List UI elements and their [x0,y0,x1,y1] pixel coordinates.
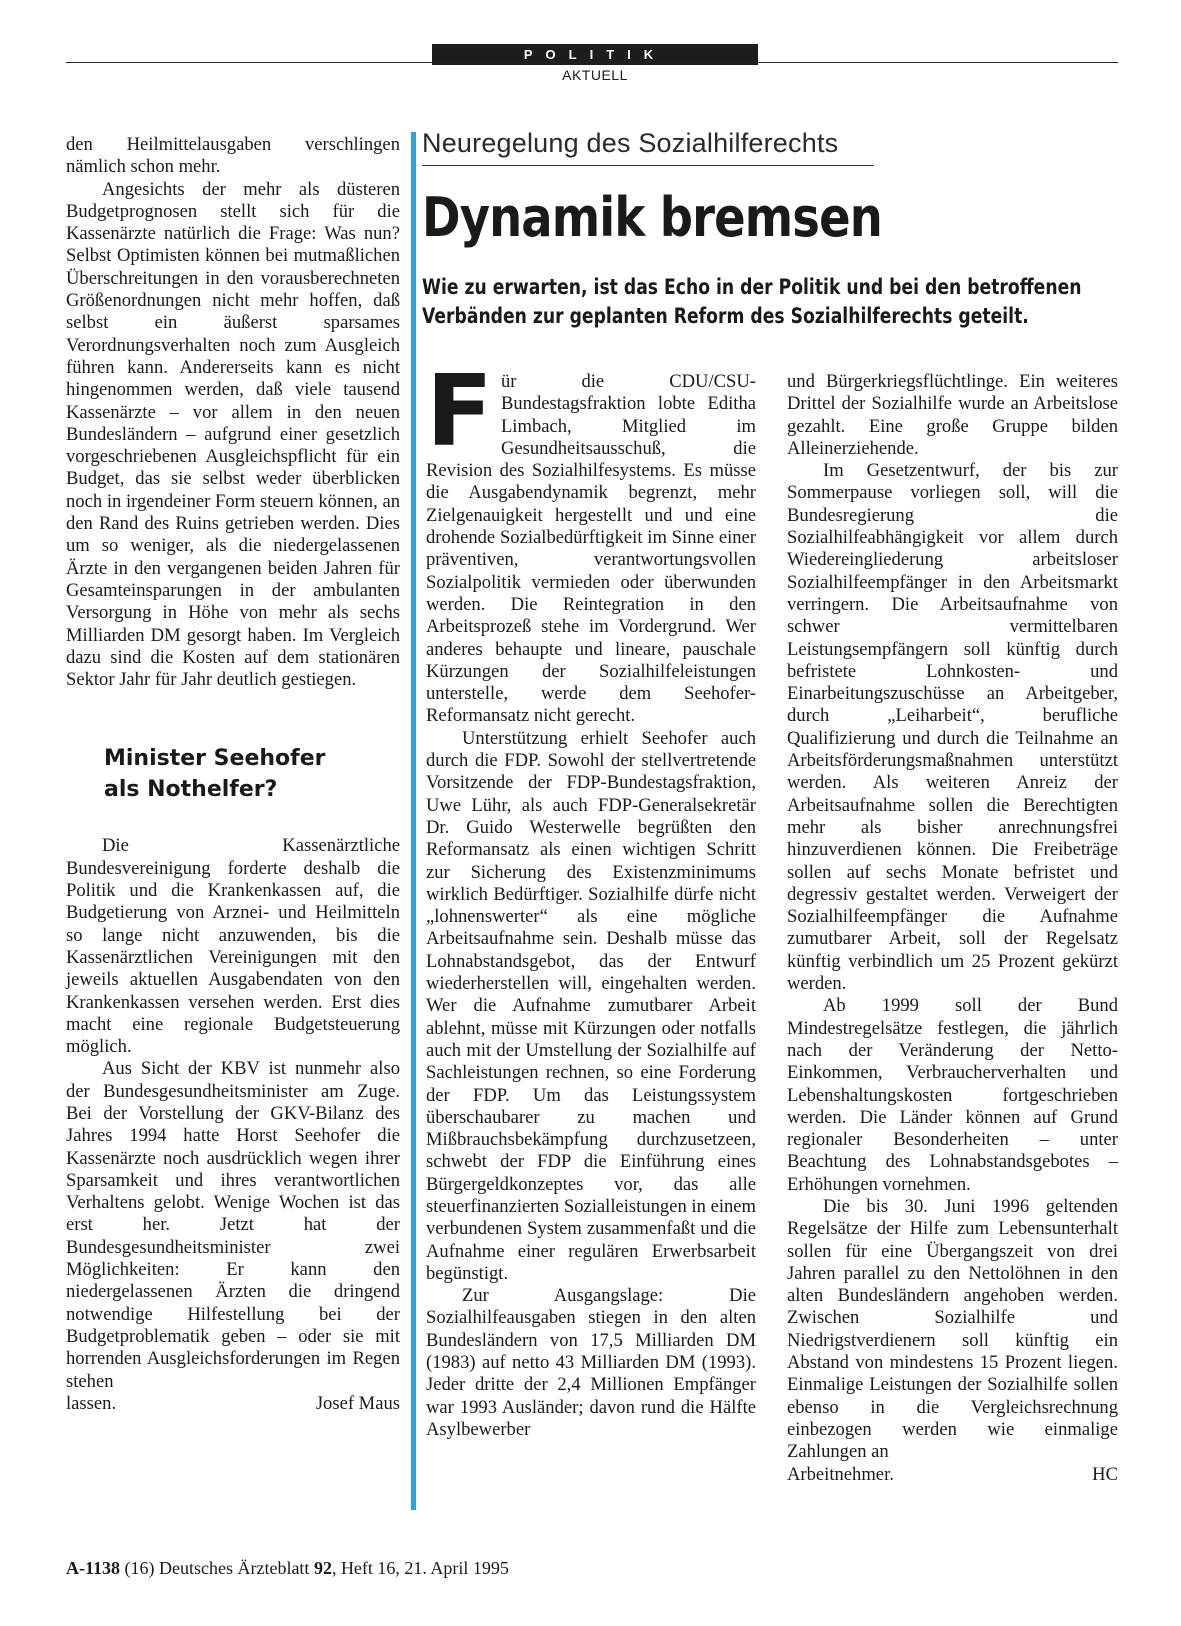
footer-volume: 92 [313,1558,332,1578]
paragraph: Die Kassenärztliche Bundesvereinigung forderte deshalb die Politik und die Krankenkassen auf, die Budgetierung von Arznei- und Heilmitteln so lange nicht anzuwenden, bis die Kassenärztlichen Vereinigungen mit den jeweils aktuellen Ausgabendaten von den Krankenkassen versehen werden. Erst dies macht eine regionale Budgetsteuerung möglich. [66,835,400,1058]
page-footer [66,1558,509,1579]
section-label: POLITIK [432,44,758,65]
drop-cap: F [426,355,493,469]
footer-publication: (16) Deutsches Ärzteblatt [124,1558,310,1578]
paragraph-text: ür die CDU/CSU-Bundestagsfraktion lobte Editha Limbach, Mitglied im Gesundheitsausschuß, die Revision des Sozialhilfesystems. Es müsse die Ausgabendynamik begrenzt, mehr Zielgenauigkeit hergestellt und und eine drohende Sozialbedürftigkeit im Sinne einer präventiven, verantwortungsvollen Sozialpolitik vermieden oder überwunden werden. Die Reintegration in den Arbeitsprozeß stehe im Vordergrund. Wer anderes behaupte und lineare, pauschale Kürzungen der Sozialhilfeleistungen unterstelle, werde dem Seehofer-Reformansatz nicht gerecht. [426,371,756,727]
header-rule [66,62,1118,63]
paragraph: Zur Ausgangslage: Die Sozialhilfeausgaben stiegen in den alten Bundesländern von 17,5 Milliarden DM (1983) auf netto 43 Milliarden DM (1993). Jeder dritte der 2,4 Millionen Empfänger war 1993 Ausländer; davon rund die Hälfte Asylbewerber [426,1285,756,1440]
paragraph: den Heilmittelausgaben verschlingen nämlich schon mehr. [66,134,400,178]
subheading-line: Minister Seehofer [104,746,326,772]
subheading [104,743,400,805]
paragraph: Angesichts der mehr als düsteren Budgetprognosen stellt sich für die Kassenärzte natürlich die Frage: Was nun? Selbst Optimisten können bei mutmaßlichen Überschreitungen in den vorausberechneten Größenordnungen nicht mehr hoffen, daß selbst ein äußerst sparsames Verordnungsverhalten noch zum Ausgleich führen kann. Andererseits kann es nicht hingenommen werden, daß viele tausend Kassenärzte – vor allem in den neuen Bundesländern – aufgrund einer gesetzlich vorgeschriebenen Ausgleichspflicht für ein Budget, das sie selbst weder überblicken noch in irgendeiner Form steuern können, an den Rand des Ruins getrieben werden. Dies um so weniger, als die niedergelassenen Ärzte in den vergangenen beiden Jahren für Gesamteinsparungen in der ambulanten Versorgung in Höhe von mehr als sechs Milliarden DM gesorgt haben. Im Vergleich dazu sind die Kosten auf dem stationären Sektor Jahr für Jahr deutlich gestiegen. [66,178,400,691]
article-kicker: Neuregelung des Sozialhilferechts [422,128,874,166]
footer-issue: , Heft 16, 21. April 1995 [331,1558,509,1578]
paragraph-end: Arbeitnehmer. [787,1463,894,1485]
article-accent-bar [411,132,416,1510]
author-initials: HC [1092,1463,1118,1485]
subheading-line: als Nothelfer? [104,777,278,803]
paragraph: Unterstützung erhielt Seehofer auch durch die FDP. Sowohl der stellvertretende Vorsitzende der FDP-Bundestagsfraktion, Uwe Lühr, als auch FDP-Generalsekretär Dr. Guido Westerwelle begrüßten den Reformansatz als einen wichtigen Schritt zur Sicherung des Existenzminimums wirklich Bedürftiger. Sozialhilfe dürfe nicht „lohnenswerter“ als eine mögliche Arbeitsaufnahme sein. Deshalb müsse das Lohnabstandsgebot, das der Entwurf wiederherstellen will, eingehalten werden. Wer die Aufnahme zumutbarer Arbeit ablehnt, müsse mit Kürzungen oder notfalls auch mit der Umstellung der Sozialhilfe auf Sachleistungen rechnen, so eine Forderung der FDP. Um das Leistungssystem überschaubarer zu machen und Mißbrauchsbekämpfung durchzusetzeen, schwebt der FDP die Einführung eines Bürgergeldkonzeptes vor, das alle steuerfinanzierten Sozialleistungen in einem verbundenen System zusammenfaßt und die Aufnahme einer regulären Erwerbsarbeit begünstigt. [426,727,756,1284]
article-column-1 [426,355,756,1441]
paragraph: Ab 1999 soll der Bund Mindestregelsätze festlegen, die jährlich nach der Veränderung der Netto-Einkommen, Verbraucherverhalten und Lebenshaltungskosten fortgeschrieben werden. Die Länder können auf Grund regionaler Besonderheiten – unter Beachtung des Lohnabstandsgebotes – Erhöhungen vornehmen. [787,995,1118,1195]
subsection-label: AKTUELL [562,67,628,83]
page-number: A-1138 [66,1558,120,1578]
article-headline: Dynamik bremsen [422,186,882,249]
article-column-2 [787,371,1118,1486]
paragraph [426,355,756,728]
paragraph: Die bis 30. Juni 1996 geltenden Regelsätze der Hilfe zum Lebensunterhalt sollen für eine Übergangszeit von drei Jahren parallel zu den Nettolöhnen in den alten Bundesländern angehoben werden. Zwischen Sozialhilfe und Niedrigstverdienern soll künftig ein Abstand von mindestens 15 Prozent liegen. Einmalige Leistungen der Sozialhilfe sollen ebenso in die Vergleichsrechnung einbezogen werden wie einmalige Zahlungen an [787,1195,1118,1463]
signature-line [787,1464,1118,1486]
article-lead: Wie zu erwarten, ist das Echo in der Politik und bei den betroffenen Verbänden zur geplanten Reform des Sozialhilferechts geteilt. [422,275,1082,329]
author-name: Josef Maus [315,1392,400,1414]
paragraph-end: lassen. [66,1392,117,1414]
paragraph: und Bürgerkriegsflüchtlinge. Ein weiteres Drittel der Sozialhilfe wurde an Arbeitslose gezahlt. Eine große Gruppe bilden Alleinerziehende. [787,371,1118,459]
paragraph: Im Gesetzentwurf, der bis zur Sommerpause vorliegen soll, will die Bundesregierung die Sozialhilfeabhängigkeit vor allem durch Wiedereingliederung arbeitsloser Sozialhilfeempfänger in den Arbeitsmarkt verringern. Die Arbeitsaufnahme von schwer vermittelbaren Leistungsempfängern soll künftig durch befristete Lohnkosten- und Einarbeitungszuschüsse an Arbeitgeber, durch „Leiharbeit“, berufliche Qualifizierung und durch die Teilnahme an Arbeitsförderungsmaßnahmen unterstützt werden. Als weiteren Anreiz der Arbeitsaufnahme sollen die Berechtigten mehr als bisher anrechnungsfrei hinzuverdienen können. Die Freibeträge sollen auf sechs Monate befristet und degressiv gestaltet werden. Verweigert der Sozialhilfeempfänger die Aufnahme zumutbarer Arbeit, soll der Regelsatz künftig verbindlich um 25 Prozent gekürzt werden. [787,460,1118,995]
signature-line [66,1393,400,1415]
paragraph: Aus Sicht der KBV ist nunmehr also der Bundesgesundheitsminister am Zuge. Bei der Vorstellung der GKV-Bilanz des Jahres 1994 hatte Horst Seehofer die Kassenärzte noch ausdrücklich wegen ihrer Sparsamkeit und ihres verantwortlichen Verhaltens gelobt. Wenige Wochen ist das erst her. Jetzt hat der Bundesgesundheitsminister zwei Möglichkeiten: Er kann den niedergelassenen Ärzten die dringend notwendige Hilfestellung bei der Budgetproblematik geben – oder sie mit horrenden Ausgleichsforderungen im Regen stehen [66,1058,400,1392]
left-column [66,134,400,1415]
